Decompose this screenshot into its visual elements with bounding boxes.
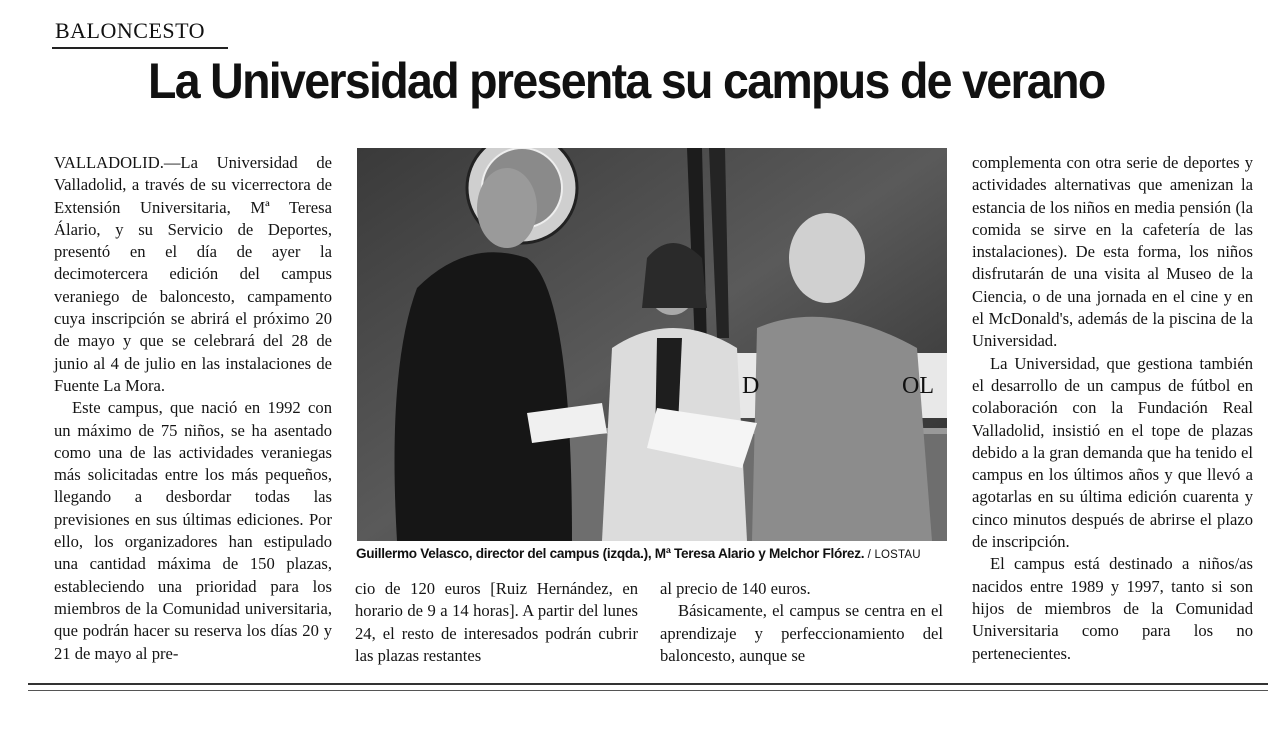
caption-text: Guillermo Velasco, director del campus (izqda.), Mª Teresa Alario y Melchor Flórez.: [356, 546, 865, 561]
paragraph: complementa con otra serie de deportes y actividades alternativas que amenizan la estancia de los niños en media pensión (la comida se sirve en la cafetería de las instalaciones). De esta forma, los niños disfrutarán de una visita al Museo de la Ciencia, o de una jornada en el cine y en el McDonald's, además de la piscina de la Universidad.: [972, 153, 1253, 351]
bottom-rule: [28, 683, 1268, 685]
paragraph: al precio de 140 euros.: [660, 579, 811, 598]
section-underline: [52, 47, 228, 49]
banner-letter: D: [742, 373, 760, 399]
photo-credit: / LOSTAU: [867, 549, 921, 561]
article-column-1: [54, 152, 332, 665]
paragraph: cio de 120 euros [Ruiz Hernández, en horario de 9 a 14 horas]. A partir del lunes 24, el resto de interesados podrán cubrir las plazas restantes: [355, 579, 638, 665]
photo-illustration: [357, 148, 947, 541]
news-photo: [357, 148, 947, 541]
article-column-3: [660, 578, 943, 667]
paragraph: El campus está destinado a niños/as nacidos entre 1989 y 1997, tanto si son hijos de miembros de la Comunidad Universitaria como para los no pertenecientes.: [972, 554, 1253, 663]
paragraph: La Universidad, que gestiona también el desarrollo de un campus de fútbol en colaboración con la Fundación Real Valladolid, insistió en el tope de plazas debido a la gran demanda que ha tenido el campus en los últimos años y que llevó a agotarlas en su última edición cuarenta y cinco minutos después de abrirse el plazo de inscripción.: [972, 353, 1253, 552]
headline: La Universidad presenta su campus de verano: [148, 53, 1105, 109]
article-column-4: [972, 152, 1253, 665]
photo-caption: [356, 546, 956, 561]
paragraph: VALLADOLID.—La Universidad de Valladolid, a través de su vicerrectora de Extensión Universitaria, Mª Teresa Álario, y su Servicio de Deportes, presentó en el día de ayer la decimotercera edición del campus veraniego de baloncesto, campamento cuya inscripción se abrirá el próximo 20 de mayo y que se celebrará del 28 de junio al 4 de julio en las instalaciones de Fuente La Mora.: [54, 153, 332, 395]
banner-letters: OL: [902, 373, 934, 399]
paragraph: Este campus, que nació en 1992 con un máximo de 75 niños, se ha asentado como una de las actividades veraniegas más solicitadas entre los más pequeños, llegando a desbordar todas las previsiones en sus últimas ediciones. Por ello, los organizadores han estipulado una cantidad máxima de 150 plazas, estableciendo una prioridad para los miembros de la Comunidad universitaria, que podrán hacer su reserva los días 20 y 21 de mayo al pre-: [54, 398, 332, 663]
bottom-rule: [28, 690, 1268, 691]
paragraph: Básicamente, el campus se centra en el aprendizaje y perfeccionamiento del baloncesto, aunque se: [660, 601, 943, 665]
section-label: BALONCESTO: [55, 18, 206, 43]
article-column-2: [355, 578, 638, 667]
